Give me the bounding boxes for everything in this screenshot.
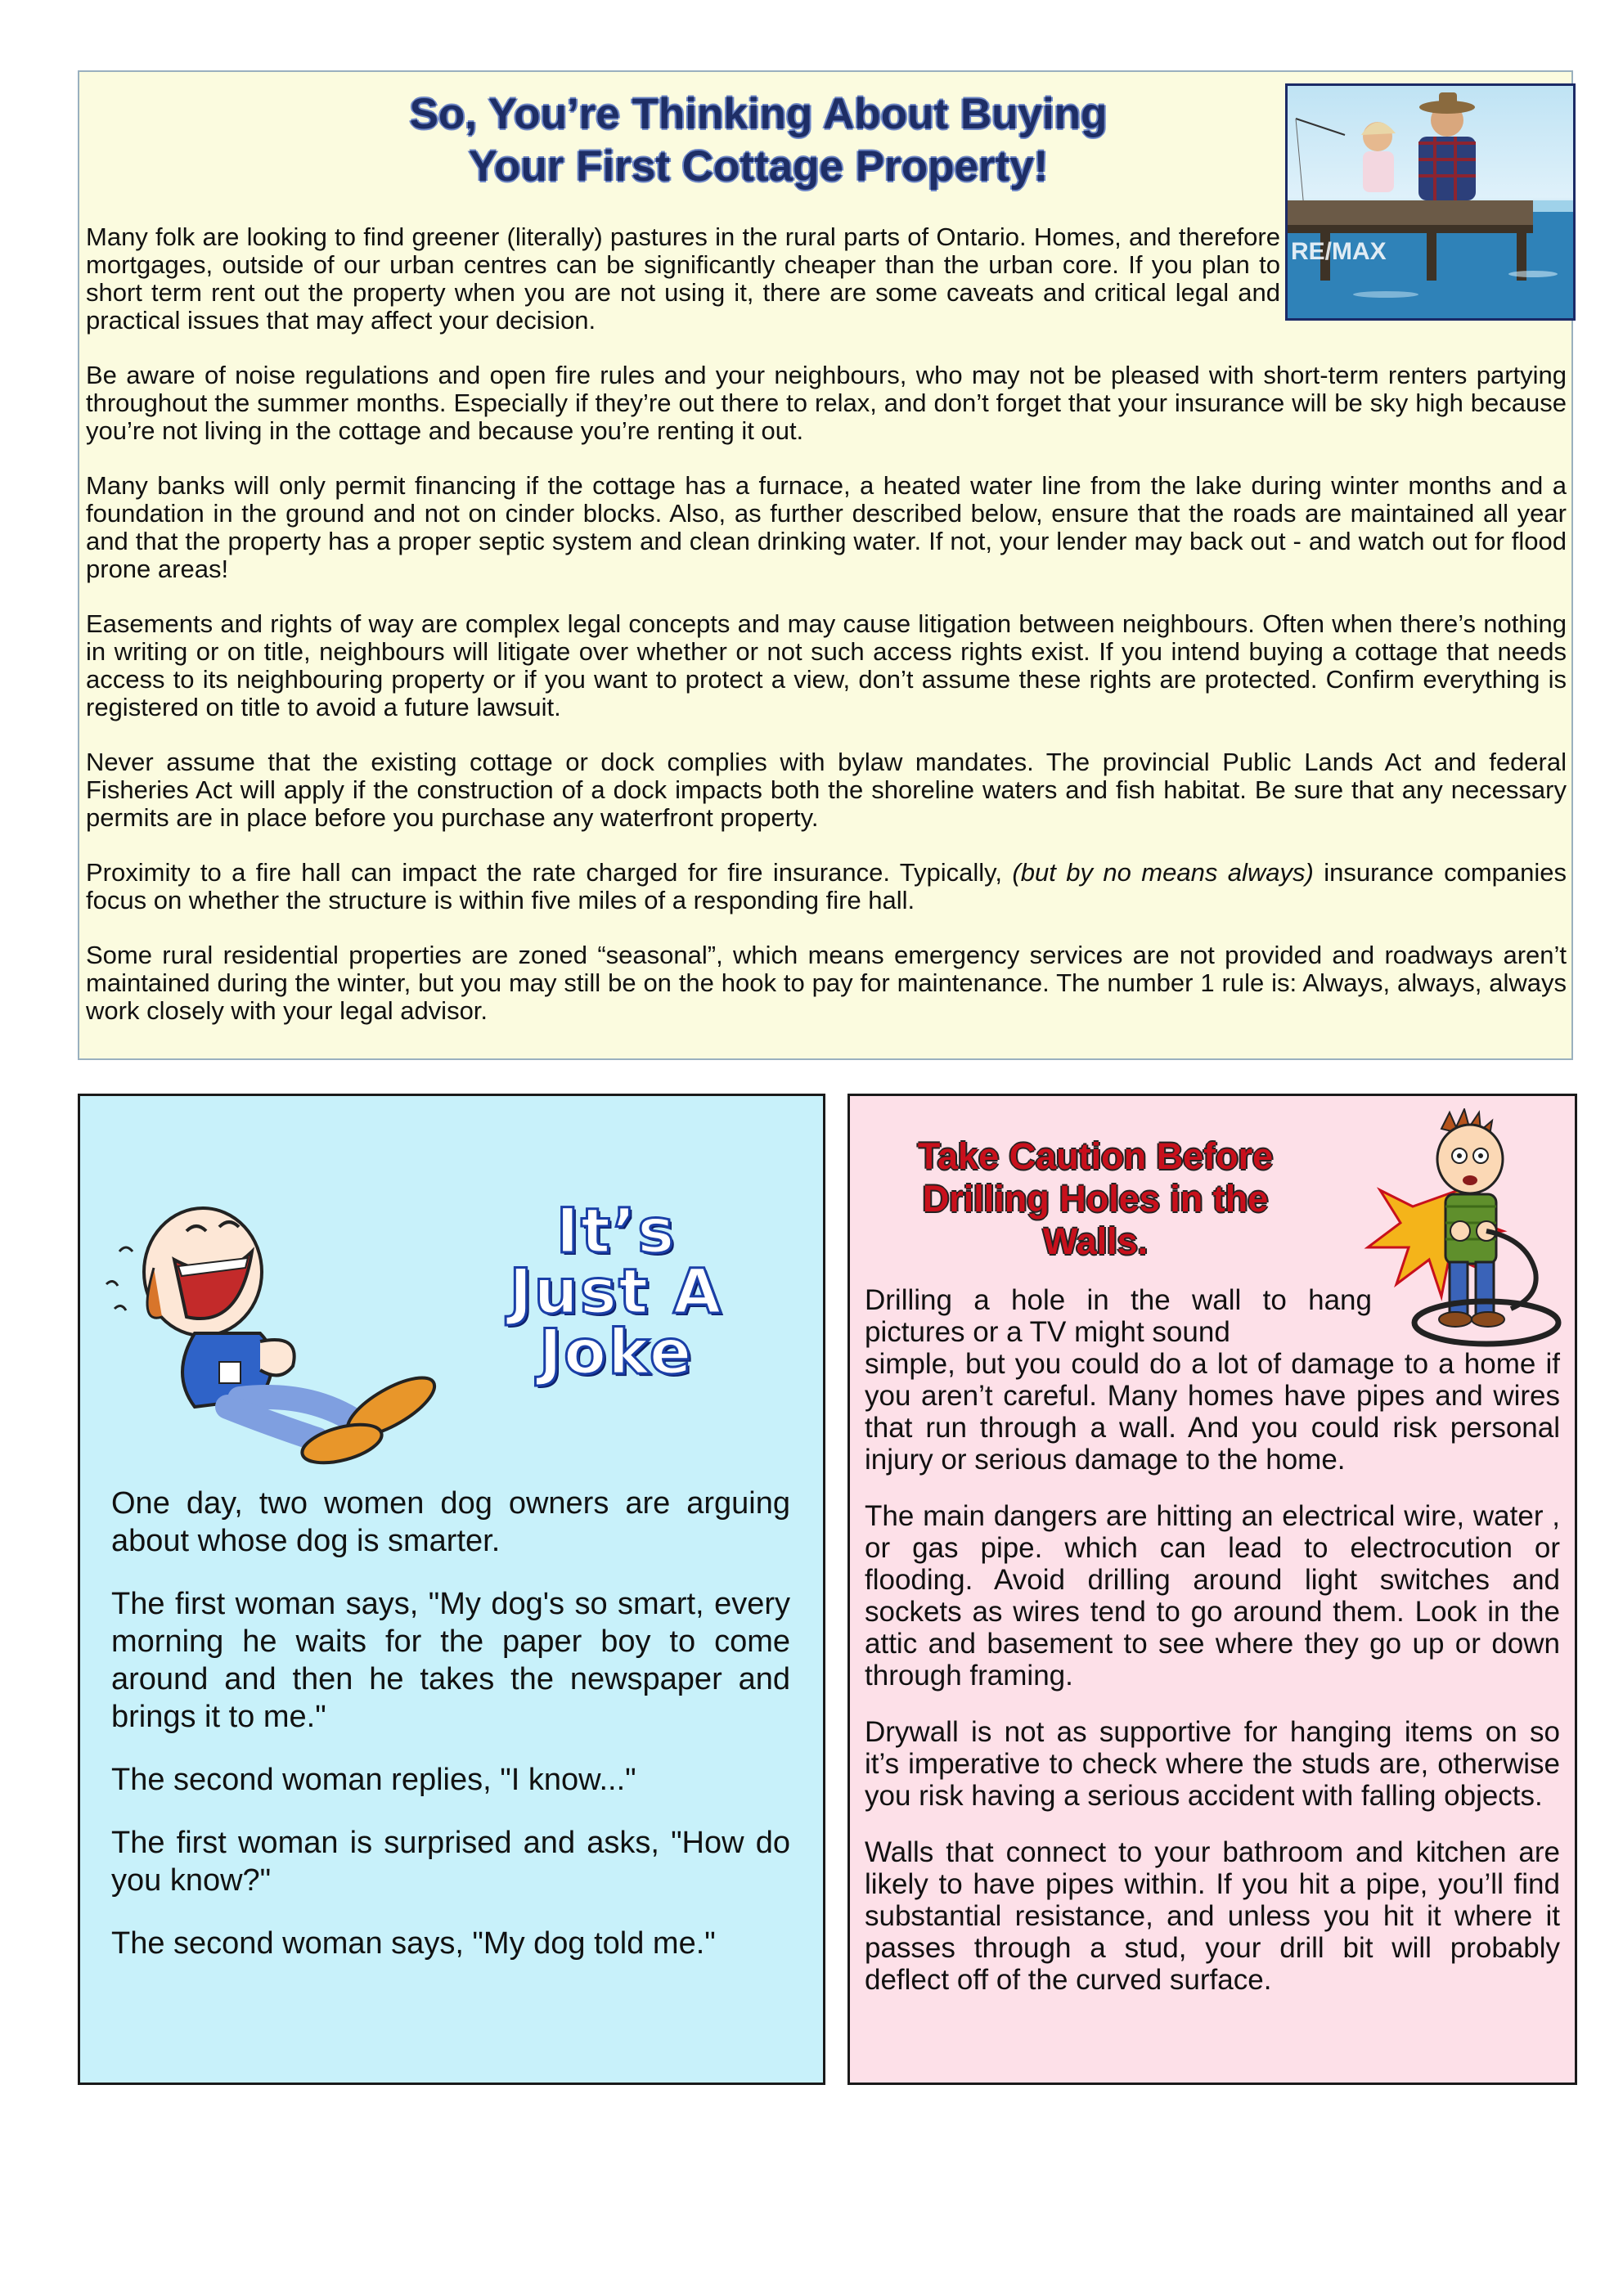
caution-title-line2: Drilling Holes in the (922, 1178, 1269, 1220)
caution-title (866, 1135, 1324, 1263)
joke-paragraph-1: One day, two women dog owners are arguing about whose dog is smarter. (111, 1486, 790, 1558)
caution-paragraph-4: Walls that connect to your bathroom and kitchen are likely to have pipes within. If you hit a pipe, you’ll find substantial resistance, and unless you hit it where it passes through a stud, your drill bit will probably deflect off of the curved surface. (865, 1836, 1560, 1996)
cottage-paragraph-4: Easements and rights of way are complex legal concepts and may cause litigation between neighbours. Often when there’s nothing in writing or on title, neighbours will litigate over whether or not such access rights exist. If you intend buying a cottage that needs access to its neighbouring property or if you want to protect a view, don’t assume these rights are protected. Confirm everything is registered on title to avoid a future lawsuit. (86, 609, 1567, 721)
joke-body (111, 1485, 790, 1988)
cottage-paragraph-5: Never assume that the existing cottage or dock complies with bylaw mandates. The provincial Public Lands Act and federal Fisheries Act will apply if the construction of a dock impacts both the shoreline waters and fish habitat. Be sure that any necessary permits are in place before you purchase any waterfront property. (86, 748, 1567, 832)
joke-heading (440, 1194, 792, 1388)
laughing-man-cartoon (97, 1161, 489, 1472)
cottage-paragraph-6-end: insurance companies focus on whether the structure is within five miles of a responding fire hall. (86, 858, 1567, 914)
joke-paragraph-2: The first woman says, "My dog's so smart, every morning he waits for the paper boy to come around and then he takes the newspaper and brings it to me." (111, 1587, 790, 1734)
cottage-paragraph-3: Many banks will only permit financing if the cottage has a furnace, a heated water line from the lake during winter months and a foundation in the ground and not on cinder blocks. Also, as further described below, ensure that the roads are maintained all year and that the property has a proper septic system and clean drinking water. If not, your lender may back out - and watch out for flood prone areas! (86, 471, 1567, 583)
photo-watermark: RE/MAX (1291, 238, 1387, 265)
caution-paragraph-1-start: Drilling a hole in the wall to hang pictures or a TV might sound (865, 1284, 1372, 1348)
cottage-paragraph-6 (86, 859, 1567, 914)
cottage-paragraph-7: Some rural residential properties are zoned “seasonal”, which means emergency services are not provided and roadways aren’t maintained during the winter, but you may still be on the hook to pay for maintenance. The number 1 rule is: Always, always, always work closely with your legal advisor. (86, 941, 1567, 1025)
caution-title-line1: Take Caution Before (917, 1135, 1274, 1177)
joke-paragraph-5: The second woman says, "My dog told me." (111, 1926, 716, 1961)
cottage-title-line2: Your First Cottage Property! (468, 142, 1049, 191)
cottage-paragraph-6-start: Proximity to a fire hall can impact the rate charged for fire insurance. Typically, (86, 858, 1013, 887)
caution-paragraph-3: Drywall is not as supportive for hanging items on so it’s imperative to check where the studs are, otherwise you risk having a serious accident with falling objects. (865, 1716, 1560, 1812)
cottage-title-line1: So, You’re Thinking About Buying (409, 90, 1108, 138)
caution-body (865, 1284, 1560, 2020)
drilling-caution-article (847, 1094, 1577, 2085)
joke-heading-line2: Just A (509, 1255, 723, 1328)
cottage-title (243, 88, 1274, 193)
joke-article (78, 1094, 825, 2085)
caution-paragraph-1 (865, 1284, 1560, 1476)
cottage-paragraph-6-italic: (but by no means always) (1012, 858, 1314, 887)
cottage-article (78, 70, 1573, 1060)
cottage-paragraph-1: Many folk are looking to find greener (literally) pastures in the rural parts of Ontario. Homes, and therefore mortgages, outside of our urban centres can be significantly cheaper than the urban core. If you plan to short term rent out the property when you are not using it, there are some caveats and critical legal and practical issues that may affect your decision. (86, 222, 1280, 335)
caution-title-line3: Walls. (1042, 1220, 1149, 1262)
cottage-body (86, 223, 1567, 1052)
cottage-paragraph-2: Be aware of noise regulations and open fire rules and your neighbours, who may not be pleased with short-term renters partying throughout the summer months. Especially if they’re out there to relax, and don’t forget that your insurance will be sky high because you’re not living in the cottage and because you’re renting it out. (86, 361, 1567, 445)
caution-paragraph-2: The main dangers are hitting an electrical wire, water , or gas pipe. which can lead to electrocution or flooding. Avoid drilling around light switches and sockets as wires tend to go around them. Look in the attic and basement to see where they go up or down through framing. (865, 1500, 1560, 1692)
joke-paragraph-4: The first woman is surprised and asks, "How do you know?" (111, 1826, 790, 1898)
joke-heading-line1: It’s (555, 1194, 677, 1267)
joke-heading-line3: Joke (538, 1315, 694, 1388)
caution-paragraph-1-rest: simple, but you could do a lot of damage to a home if you aren’t careful. Many homes have pipes and wires that run through a wall. And you could risk personal injury or serious damage to the home. (865, 1348, 1560, 1476)
joke-paragraph-3: The second woman replies, "I know..." (111, 1763, 636, 1797)
